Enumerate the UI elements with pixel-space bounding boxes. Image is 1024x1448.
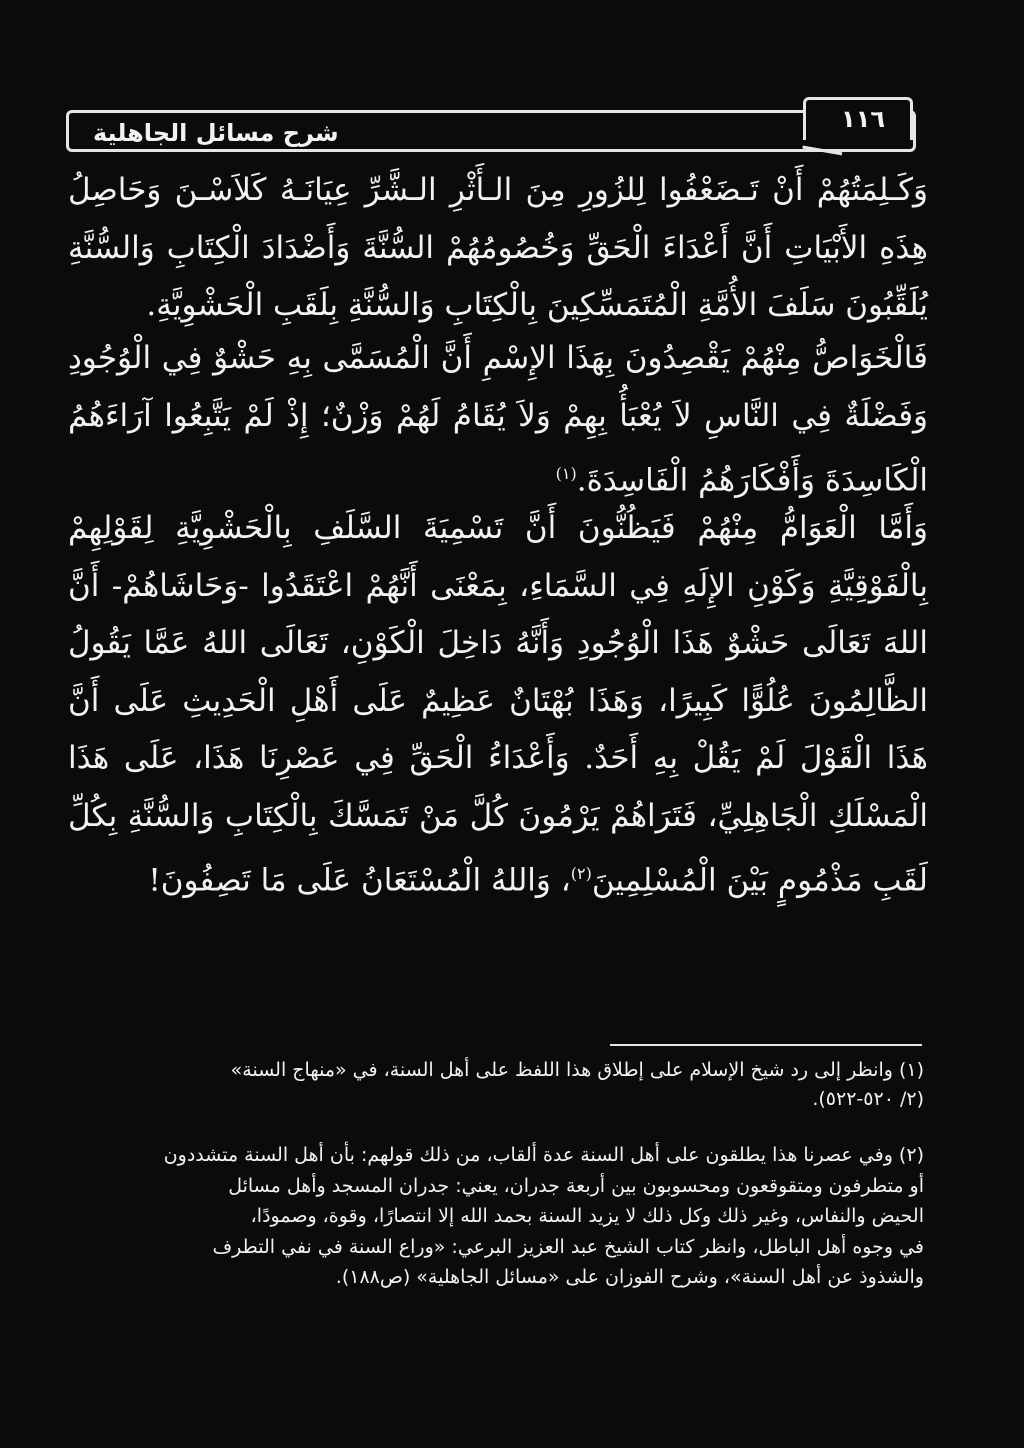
paragraph-3-text: وَأَمَّا الْعَوَامُّ مِنْهُمْ فَيَظُنُّونَ أَنَّ تَسْمِيَةَ السَّلَفِ بِالْحَشْوِيَّةِ لِقَوْلِهِمْ بِالْفَوْقِيَّةِ وَكَوْنِ الإِلَهِ فِي السَّمَاءِ، بِمَعْنَى أَنَّهُمْ اعْتَقَدُوا -وَحَاشَاهُمْ- أَنَّ اللهَ تَعَالَى حَشْوٌ هَذَا الْوُجُودِ وَأَنَّهُ دَاخِلَ الْكَوْنِ، تَعَالَى اللهُ عَمَّا يَقُولُ الظَّالِمُونَ عُلُوًّا كَبِيرًا، وَهَذَا بُهْتَانٌ عَظِيمٌ عَلَى أَهْلِ الْحَدِيثِ عَلَى أَنَّ هَذَا الْقَوْلَ لَمْ يَقُلْ بِهِ أَحَدٌ. وَأَعْدَاءُ الْحَقِّ فِي عَصْرِنَا هَذَا، عَلَى هَذَا الْمَسْلَكِ الْجَاهِلِيِّ، فَتَرَاهُمْ يَرْمُونَ كُلَّ مَنْ تَمَسَّكَ بِالْكِتَابِ وَالسُّنَّةِ بِكُلِّ لَقَبِ مَذْمُومٍ بَيْنَ الْمُسْلِمِينَ [68, 510, 928, 899]
footnote-2-line-5: والشذوذ عن أهل السنة»، وشرح الفوزان على «مسائل الجاهلية» (ص١٨٨). [335, 1266, 924, 1288]
header-flourish [802, 138, 843, 156]
footnote-2-line-3: الحيض والنفاس، وغير ذلك وكل ذلك لا يزيد السنة بحمد الله إلا انتصارًا، وقوة، وصمودًا، [250, 1205, 924, 1227]
footnote-2-line-1: (٢) وفي عصرنا هذا يطلقون على أهل السنة عدة ألقاب، من ذلك قولهم: بأن أهل السنة متشددون [163, 1144, 924, 1166]
paragraph-2 [68, 330, 928, 510]
footnote-ref-1: (١) [555, 464, 577, 483]
paragraph-3-end: ، وَاللهُ الْمُسْتَعَانُ عَلَى مَا تَصِفُونَ! [148, 862, 571, 899]
paragraph-1-text: وَكَـلِمَتُهُمْ أَنْ تَـضَعْفُوا لِلزُورِ مِنَ الـأَثْرِ الـشَّرِّ عِيَانَـهُ كَلاَسْـنَ وَحَاصِلُ هِذَهِ الأَبْيَاتِ أَنَّ أَعْدَاءَ الْحَقِّ وَخُصُومُهُمْ السُّنَّةَ وَأَضْدَادَ الْكِتَابِ وَالسُّنَّةِ يُلَقِّبُونَ سَلَفَ الأُمَّةِ الْمُتَمَسِّكِينَ بِالْكِتَابِ وَالسُّنَّةِ بِلَقَبِ الْحَشْوِيَّةِ. [68, 172, 928, 323]
book-title: شرح مسائل الجاهلية [93, 119, 339, 147]
footnote-ref-2: (٢) [570, 864, 592, 883]
footnote-1-line-1: (١) وانظر إلى رد شيخ الإسلام على إطلاق هذا اللفظ على أهل السنة، في «منهاج السنة» [230, 1059, 924, 1081]
footnote-separator [610, 1044, 922, 1046]
paragraph-1 [68, 162, 928, 335]
footnote-2-line-2: أو متطرفون ومتقوقعون ومحسوبون بين أربعة جدران، يعني: جدران المسجد وأهل مسائل [228, 1174, 924, 1197]
footnotes [82, 1056, 924, 1293]
running-header [66, 105, 916, 152]
paragraph-3 [68, 500, 928, 910]
paragraph-2-text: فَالْخَوَاصُّ مِنْهُمْ يَقْصِدُونَ بِهَذَا الإِسْمِ أَنَّ الْمُسَمَّى بِهِ حَشْوٌ فِي الْوُجُودِ وَفَضْلَةٌ فِي النَّاسِ لاَ يُعْبَأُ بِهِمْ وَلاَ يُقَامُ لَهُمْ وَزْنٌ؛ إِذْ لَمْ يَتَّبِعُوا آرَاءَهُمُ الْكَاسِدَةَ وَأَفْكَارَهُمُ الْفَاسِدَةَ. [68, 340, 928, 499]
paragraph-3-wrapper [68, 500, 928, 910]
footnote-2-line-4: في وجوه أهل الباطل، وانظر كتاب الشيخ عبد العزيز البرعي: «وراع السنة في نفي التطرف [212, 1235, 924, 1258]
footnote-1-line-2: (٢/ ٥٢٠-٥٢٢). [812, 1088, 924, 1110]
page-number: ١١٦ [841, 105, 885, 133]
paragraph-2-wrapper [68, 330, 928, 510]
